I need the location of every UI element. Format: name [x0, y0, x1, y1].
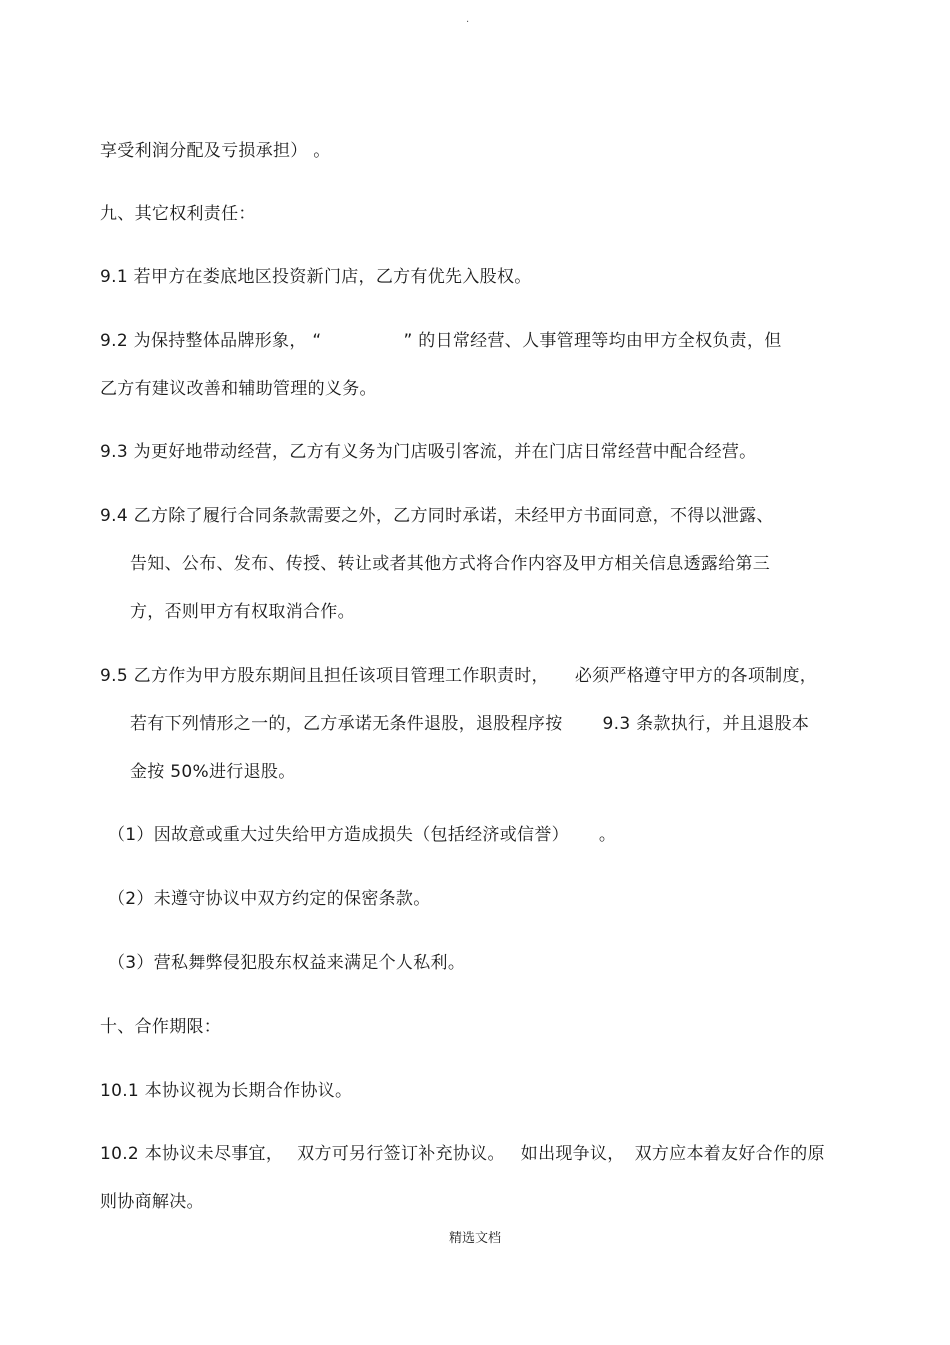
list-item-1-end: 。 — [598, 825, 617, 845]
clause-9-5-line-2 — [130, 713, 809, 735]
clause-9-5-line-2-part-b: 9.3 条款执行，并且退股本 — [602, 714, 810, 734]
clause-9-1: 9.1 若甲方在娄底地区投资新门店，乙方有优先入股权。 — [100, 267, 532, 287]
clause-9-4-line-1: 9.4 乙方除了履行合同条款需要之外，乙方同时承诺，未经甲方书面同意，不得以泄露、 — [100, 506, 774, 526]
clause-9-2-part-a: 9.2 为保持整体品牌形象， “ — [100, 331, 322, 351]
paragraph-line: 享受利润分配及亏损承担） 。 — [100, 141, 331, 161]
clause-9-2-part-b: ” 的日常经营、人事管理等均由甲方全权负责，但 — [403, 331, 782, 351]
clause-10-2-line-2: 则协商解决。 — [100, 1192, 204, 1212]
clause-10-2-part-d: 双方应本着友好合作的原 — [634, 1144, 825, 1164]
clause-9-5-line-1 — [100, 665, 817, 687]
clause-9-4-line-3: 方，否则甲方有权取消合作。 — [130, 602, 355, 622]
list-item-1-text: （1）因故意或重大过失给甲方造成损失（包括经济或信誉） — [108, 825, 569, 845]
clause-9-5-part-a: 9.5 乙方作为甲方股东期间且担任该项目管理工作职责时， — [100, 666, 549, 686]
section-heading-nine: 九、其它权利责任： — [100, 204, 256, 224]
clause-9-3: 9.3 为更好地带动经营，乙方有义务为门店吸引客流，并在门店日常经营中配合经营。 — [100, 442, 757, 462]
list-item-3: （3）营私舞弊侵犯股东权益来满足个人私利。 — [108, 953, 466, 973]
clause-9-5-line-3: 金按 50%进行退股。 — [130, 762, 296, 782]
clause-10-1: 10.1 本协议视为长期合作协议。 — [100, 1081, 353, 1101]
clause-9-5-line-2-part-a: 若有下列情形之一的，乙方承诺无条件退股，退股程序按 — [130, 714, 563, 734]
clause-9-4-line-2: 告知、公布、发布、传授、转让或者其他方式将合作内容及甲方相关信息透露给第三 — [130, 554, 771, 574]
header-mark: . — [466, 14, 470, 25]
list-item-2: （2）未遵守协议中双方约定的保密条款。 — [108, 889, 431, 909]
clause-10-2-part-c: 如出现争议， — [520, 1144, 625, 1164]
clause-10-2-part-a: 10.2 本协议未尽事宜， — [100, 1144, 284, 1164]
clause-9-2-line-1 — [100, 330, 782, 352]
clause-10-2-line-1 — [100, 1143, 825, 1165]
clause-9-2-line-2: 乙方有建议改善和辅助管理的义务。 — [100, 379, 377, 399]
clause-9-5-part-b: 必须严格遵守甲方的各项制度， — [574, 666, 818, 686]
section-heading-ten: 十、合作期限： — [100, 1017, 222, 1037]
clause-10-2-part-b: 双方可另行签订补充协议。 — [297, 1144, 505, 1164]
page-footer: 精选文档 — [448, 1231, 501, 1246]
list-item-1 — [108, 824, 616, 846]
